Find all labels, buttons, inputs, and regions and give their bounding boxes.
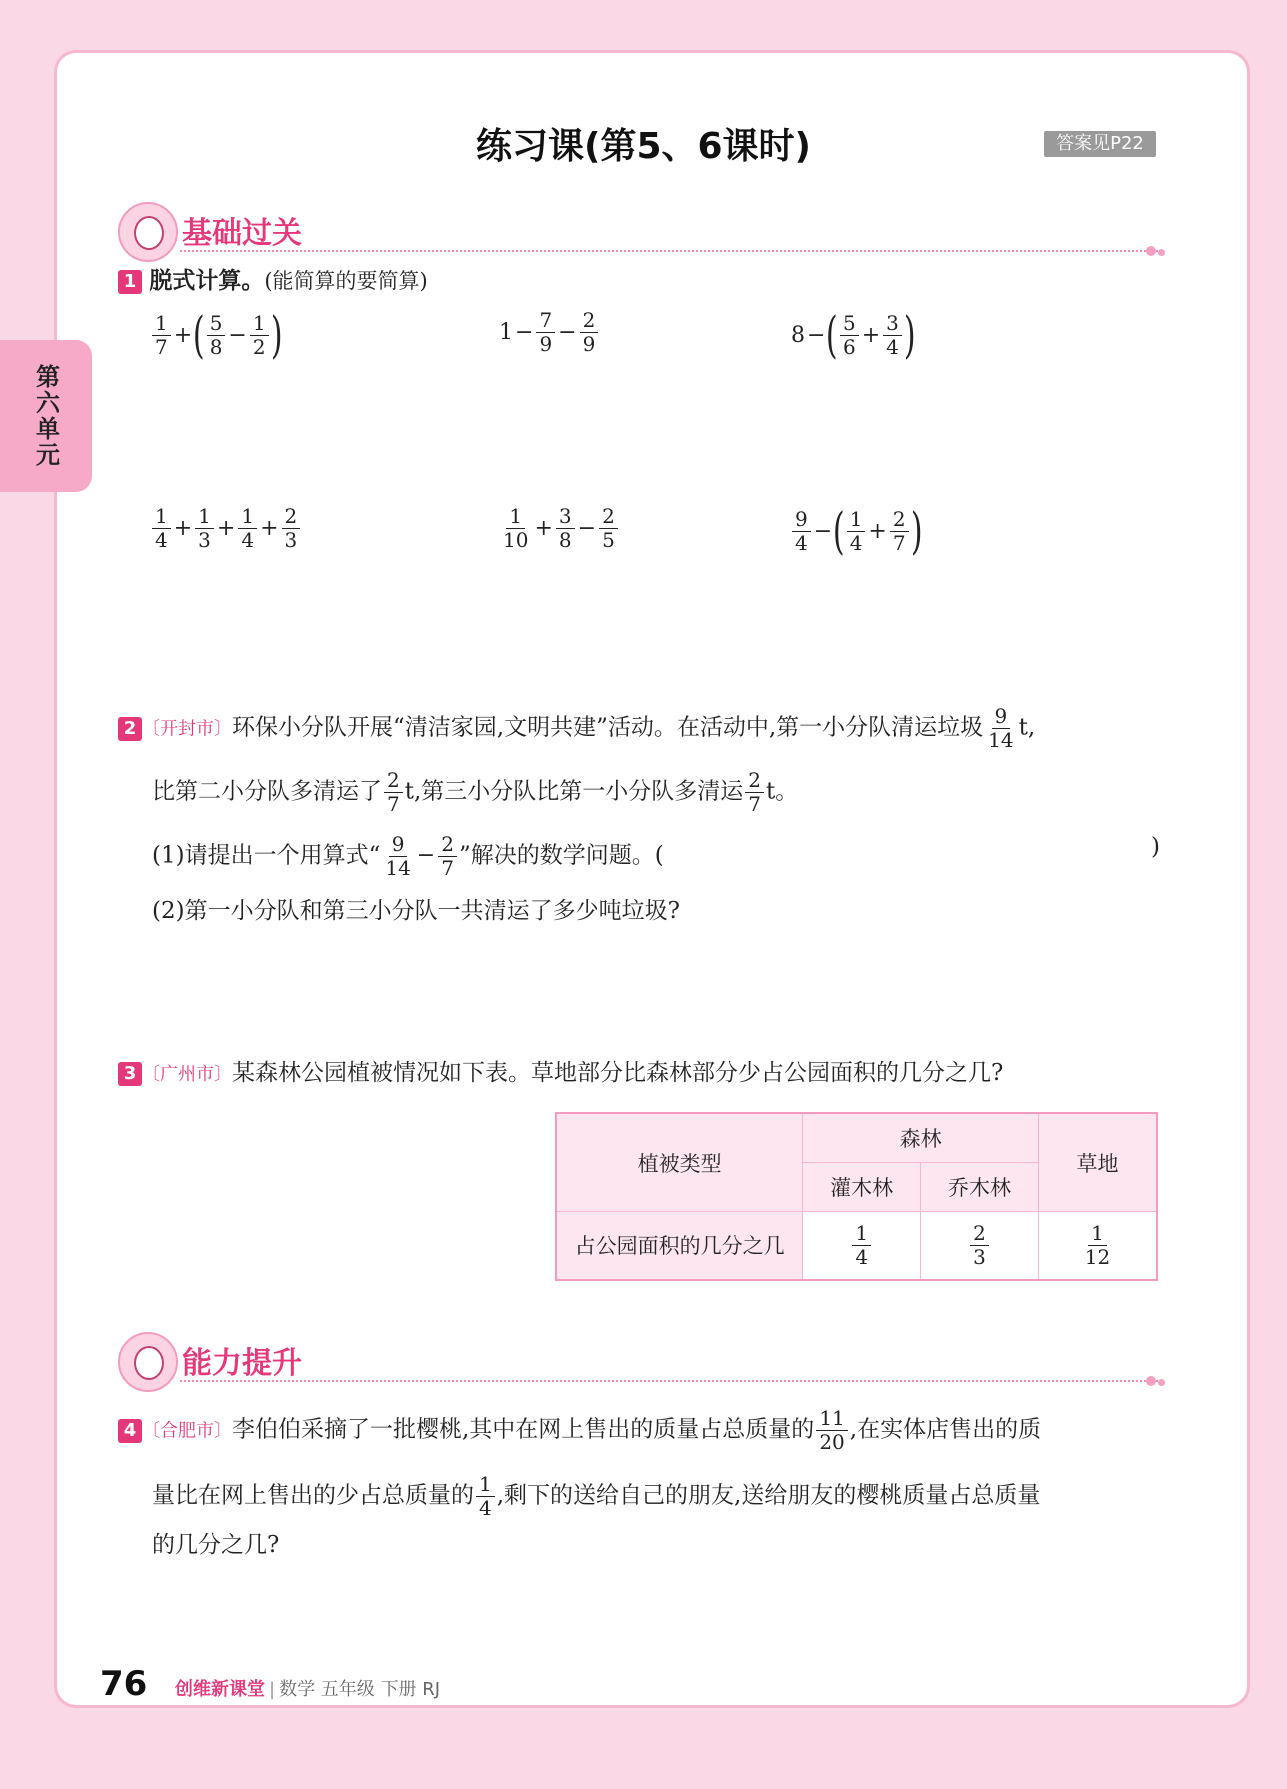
source-city: 〔开封市〕 (142, 718, 232, 740)
expression-4: $\frac{1}{4}$ + $\frac{1}{3}$ + $\frac{1}{4}$ + $\frac{2}{3}$ (150, 506, 302, 551)
question-number: 4 (118, 1419, 142, 1443)
question-note: (能简算的要简算) (264, 269, 428, 293)
unit-side-tab (0, 340, 92, 492)
page-sheet (62, 58, 1242, 1700)
question-3-stem (118, 1060, 1003, 1088)
expression-1: $\frac{1}{7}$ +( $\frac{5}{8}$ − $\frac{1}{2}$ ) (150, 310, 282, 360)
question-2-line-2: 比第二小分队多清运了 $\frac{2}{7}$ t,第三小分队比第一小分队多清运 $\frac{2}{7}$ t。 (152, 768, 799, 816)
question-4-line-1: 4 〔合肥市〕李伯伯采摘了一批樱桃,其中在网上售出的质量占总质量的 $\frac{11}{20}$ ,在实体店售出的质 (118, 1408, 1163, 1453)
question-4-line-2: 量比在网上售出的少占总质量的 $\frac{1}{4}$ ,剩下的送给自己的朋友,送给朋友的樱桃质量占总质量 (152, 1472, 1041, 1520)
question-text: 某森林公园植被情况如下表。草地部分比森林部分少占公园面积的几分之几? (232, 1060, 1004, 1086)
page-title: 练习课(第5、6课时) (475, 126, 811, 167)
value-tree: $\frac{2}{3}$ (921, 1212, 1039, 1280)
value-shrub: $\frac{1}{4}$ (803, 1212, 921, 1280)
question-1-stem (118, 268, 428, 296)
answer-blank-close[interactable]: ) (1151, 834, 1160, 860)
expression-2: 1− $\frac{7}{9}$ − $\frac{2}{9}$ (498, 310, 600, 355)
page-number: 76 (100, 1664, 148, 1704)
mascot-icon (118, 1332, 178, 1392)
question-text: 脱式计算。 (149, 268, 265, 294)
decor-dots-icon (1146, 244, 1170, 258)
source-city: 〔合肥市〕 (142, 1420, 232, 1442)
question-text: 李伯伯采摘了一批樱桃,其中在网上售出的质量占总质量的 (232, 1416, 815, 1443)
question-2-sub-1: (1)请提出一个用算式“ $\frac{9}{14}$ − $\frac{2}{7}$ ”解决的数学问题。( ) (152, 832, 1160, 880)
section-divider (180, 1380, 1158, 1382)
mascot-icon (118, 202, 178, 262)
question-number: 1 (118, 270, 142, 294)
section-label: 基础过关 (182, 216, 302, 251)
decor-dots-icon (1146, 1374, 1170, 1388)
question-number: 3 (118, 1062, 142, 1086)
brand-name: 创维新课堂 (175, 1679, 265, 1700)
header-grass: 草地 (1038, 1113, 1157, 1212)
unit-tab-label: 第六单元 (31, 364, 60, 468)
question-4-line-3: 的几分之几? (152, 1532, 280, 1558)
header-forest: 森林 (803, 1113, 1039, 1163)
book-info: 数学 五年级 下册 RJ (279, 1679, 441, 1700)
header-type: 植被类型 (556, 1113, 803, 1212)
expression-3: 8−( $\frac{5}{6}$ + $\frac{3}{4}$ ) (791, 306, 916, 364)
row-label: 占公园面积的几分之几 (556, 1212, 803, 1280)
source-city: 〔广州市〕 (142, 1064, 232, 1085)
vegetation-table (555, 1112, 1158, 1281)
header-shrub: 灌木林 (803, 1163, 921, 1212)
header-tree: 乔木林 (921, 1163, 1039, 1212)
value-grass: $\frac{1}{12}$ (1038, 1212, 1157, 1280)
question-text: 环保小分队开展“清洁家园,文明共建”活动。在活动中,第一小分队清运垃圾 (232, 714, 984, 741)
question-2-line-1: 2 〔开封市〕环保小分队开展“清洁家园,文明共建”活动。在活动中,第一小分队清运垃圾 $\frac{9}{14}$ t, (118, 706, 1163, 751)
question-2-sub-2: (2)第一小分队和第三小分队一共清运了多少吨垃圾? (152, 898, 680, 924)
expression-6: $\frac{9}{4}$ −( $\frac{1}{4}$ + $\frac{2}{7}$ ) (790, 506, 922, 556)
question-number: 2 (118, 717, 142, 741)
answer-reference-badge: 答案见P22 (1044, 131, 1156, 157)
footer-info: 创维新课堂 | 数学 五年级 下册 RJ (175, 1679, 441, 1700)
section-header-advanced (118, 1332, 1158, 1388)
section-label: 能力提升 (182, 1346, 302, 1381)
expression-5: $\frac{1}{10}$ + $\frac{3}{8}$ − $\frac{2}{5}$ (498, 506, 620, 551)
section-divider (180, 250, 1158, 252)
section-header-basic (118, 202, 1158, 258)
